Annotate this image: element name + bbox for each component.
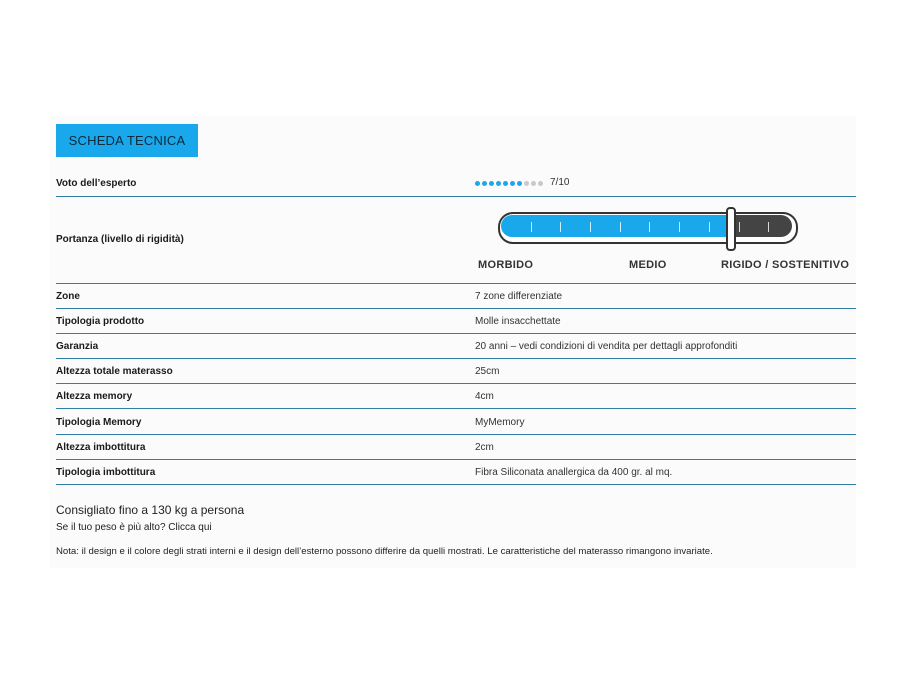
spec-label: Zone	[56, 291, 80, 302]
weight-recommendation: Consigliato fino a 130 kg a persona	[56, 503, 245, 517]
spec-row	[56, 435, 856, 460]
spec-row	[56, 460, 856, 485]
spec-value: Fibra Siliconata anallergica da 400 gr. al mq.	[475, 466, 673, 478]
rating-row	[56, 177, 856, 197]
rating-score: 7/10	[550, 177, 570, 188]
rating-label: Voto dell’esperto	[56, 178, 137, 189]
spec-value: Molle insacchettate	[475, 316, 561, 328]
spec-label: Tipologia Memory	[56, 416, 142, 428]
rating-dot-filled	[517, 181, 522, 186]
spec-label: Altezza memory	[56, 391, 133, 403]
firmness-handle	[726, 207, 736, 251]
rating-dots	[475, 181, 543, 186]
firmness-tick	[590, 222, 591, 232]
rating-dot-filled	[489, 181, 494, 186]
firmness-tick	[709, 222, 710, 232]
rating-dot-filled	[503, 181, 508, 186]
firmness-tick	[679, 222, 680, 232]
tab-scheda-tecnica[interactable]: SCHEDA TECNICA	[56, 124, 198, 157]
rating-dot-filled	[510, 181, 515, 186]
spec-row	[56, 309, 856, 334]
spec-row	[56, 410, 856, 435]
firmness-tick	[531, 222, 532, 232]
firmness-tick	[649, 222, 650, 232]
rating-dot-filled	[475, 181, 480, 186]
spec-value: 25cm	[475, 366, 500, 378]
spec-label: Garanzia	[56, 341, 99, 353]
firmness-tick	[739, 222, 740, 232]
firmness-fill	[501, 215, 731, 237]
spec-row	[56, 334, 856, 359]
spec-value: 20 anni – vedi condizioni di vendita per dettagli approfonditi	[475, 341, 738, 353]
spec-value: MyMemory	[475, 416, 525, 428]
rating-dot-empty	[531, 181, 536, 186]
rating-dot-empty	[524, 181, 529, 186]
firmness-remainder	[731, 215, 792, 237]
spec-row	[56, 384, 856, 409]
spec-value: 4cm	[475, 391, 494, 403]
spec-label: Altezza imbottitura	[56, 441, 146, 453]
spec-label: Tipologia imbottitura	[56, 466, 156, 478]
scale-label-morbido: MORBIDO	[478, 259, 534, 271]
spec-value: 7 zone differenziate	[475, 291, 563, 302]
spec-row	[56, 359, 856, 384]
firmness-tick	[768, 222, 769, 232]
spec-label: Altezza totale materasso	[56, 366, 173, 378]
scale-label-rigido: RIGIDO / SOSTENITIVO	[721, 259, 850, 271]
spec-value: 2cm	[475, 441, 494, 453]
scale-label-medio: MEDIO	[629, 259, 667, 271]
rating-dot-empty	[538, 181, 543, 186]
spec-row	[56, 284, 856, 309]
design-note: Nota: il design e il colore degli strati interni e il design dell’esterno possono differire da quelli mostrati. Le caratteristiche del materasso rimangono invariate.	[56, 546, 713, 557]
firmness-tick	[560, 222, 561, 232]
firmness-tick	[620, 222, 621, 232]
firmness-slider	[498, 212, 796, 242]
spec-label: Tipologia prodotto	[56, 316, 145, 328]
firmness-label: Portanza (livello di rigidità)	[56, 234, 184, 245]
rating-dot-filled	[482, 181, 487, 186]
rating-dot-filled	[496, 181, 501, 186]
weight-help-link[interactable]: Se il tuo peso è più alto? Clicca qui	[56, 522, 212, 533]
